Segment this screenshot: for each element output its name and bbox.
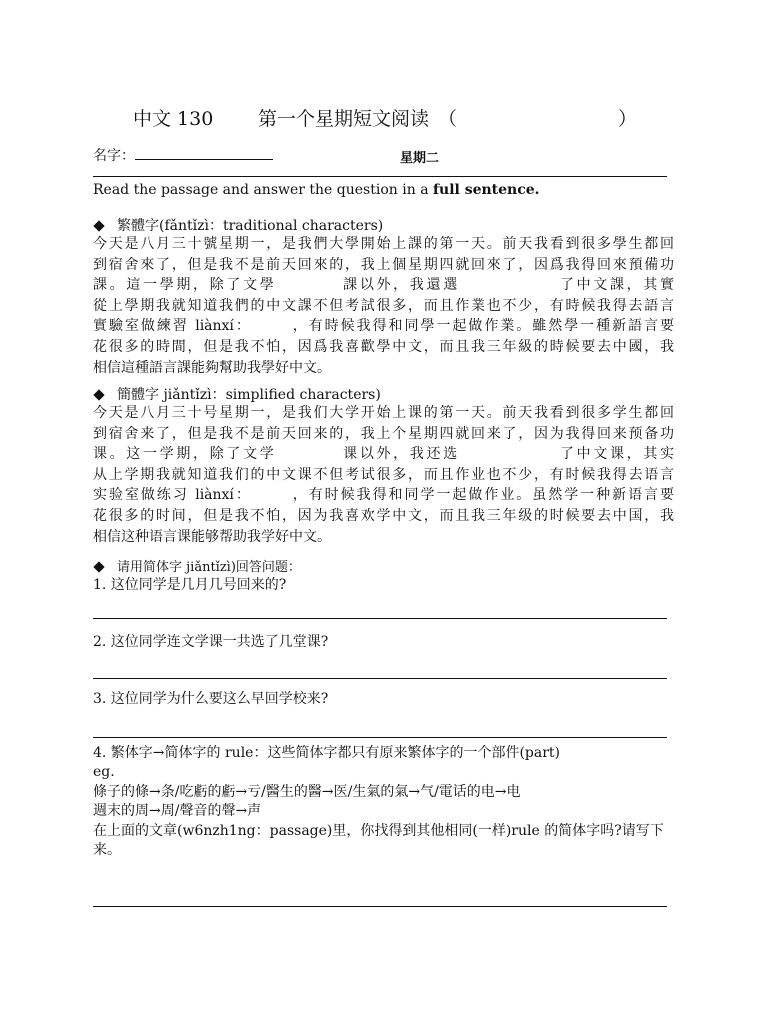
passage-line: 从上学期我就知道我们的中文课不但考试很多，而且作业也不少，有时候我得去语言	[93, 466, 674, 483]
passage-line: 實驗室做練習 liànxí： ，有時候我得和同學一起做作業。雖然學一種新語言要	[93, 318, 674, 335]
title-paren-close: ）	[618, 108, 638, 130]
passage-line: 花很多的时间，但是我不怕，因为我喜欢学中文，而且我三年级的时候要去中国，我	[93, 507, 674, 524]
passage-line: 实验室做练习 liànxí： ，有时候我得和同学一起做作业。虽然学一种新语言要	[93, 487, 674, 504]
passage-line: 课。这一学期，除了文学 课以外，我还选 了中文课，其实	[93, 446, 674, 463]
day-label: 星期二	[400, 151, 440, 166]
traditional-passage	[93, 234, 674, 378]
question-4	[93, 744, 674, 860]
traditional-heading-text: 繁體字(fǎntǐzì：traditional characters)	[117, 218, 384, 234]
answer-line-2[interactable]	[93, 678, 667, 679]
question-3: 3. 这位同学为什么要这么早回学校来?	[93, 691, 329, 707]
bullet-diamond-icon	[93, 220, 104, 231]
passage-line: 到宿舍来了，但是我不是前天回来的，我上个星期四就回来了，因为我得回来预备功	[93, 425, 674, 442]
passage-line: 課。這一學期，除了文學 課以外，我還選 了中文課，其實	[93, 277, 674, 294]
traditional-heading	[93, 215, 383, 235]
bullet-diamond-icon	[93, 561, 104, 572]
question-2: 2. 这位同学连文学课一共选了几堂课?	[93, 634, 329, 650]
q4-line: 4. 繁体字→简体字的 rule：这些简体字都只有原来繁体字的一个部件(part)	[93, 745, 561, 761]
header-divider	[93, 176, 667, 177]
bullet-diamond-icon	[93, 389, 104, 400]
course-code: 中文 130	[133, 108, 214, 130]
title-paren-open: （	[438, 108, 458, 130]
passage-line: 花很多的時間，但是我不怕，因爲我喜歡學中文，而且我三年級的時候要去中國，我	[93, 338, 674, 355]
simplified-heading	[93, 384, 381, 404]
instruction-bold: full sentence.	[433, 182, 540, 198]
instruction	[93, 182, 540, 198]
simplified-heading-text: 簡體字 jiǎntǐzì：simplified characters)	[117, 387, 381, 403]
q4-line: 来。	[93, 841, 121, 858]
answer-line-3[interactable]	[93, 737, 667, 738]
q4-line: eg.	[93, 764, 115, 781]
instruction-text: Read the passage and answer the question in a	[93, 182, 429, 198]
answer-line-4[interactable]	[93, 906, 667, 907]
simplified-passage	[93, 403, 674, 547]
answer-line-1[interactable]	[93, 618, 667, 619]
page-title: 第一个星期短文阅读	[258, 108, 430, 130]
passage-line: 相信这种语言课能够帮助我学好中文。	[93, 528, 331, 545]
passage-line: 到宿舍來了，但是我不是前天回來的，我上個星期四就回來了，因爲我得回來預備功	[93, 256, 674, 273]
q4-line: 在上面的文章(w6nzh1ng：passage)里，你找得到其他相同(一样)rule 的简体字吗?请写下	[93, 822, 664, 839]
questions-heading	[93, 556, 301, 575]
questions-heading-text: 请用简体字 jiǎntǐzì)回答问题：	[117, 560, 301, 575]
name-label-text: 名字：	[93, 148, 135, 164]
name-label	[93, 145, 273, 165]
q4-line: 條子的條→条/吃虧的虧→亏/醫生的醫→医/生氣的氣→气/電话的电→电	[93, 783, 521, 800]
passage-line: 今天是八月三十號星期一，是我們大學開始上課的第一天。前天我看到很多學生都回	[93, 236, 674, 252]
passage-line: 今天是八月三十号星期一，是我们大学开始上课的第一天。前天我看到很多学生都回	[93, 405, 674, 421]
q4-line: 週末的周→周/聲音的聲→声	[93, 803, 262, 820]
passage-line: 從上學期我就知道我們的中文課不但考試很多，而且作業也不少，有時候我得去語言	[93, 297, 674, 314]
question-1: 1. 这位同学是几月几号回来的?	[93, 577, 287, 593]
name-field[interactable]	[135, 147, 273, 160]
passage-line: 相信這種語言課能夠幫助我學好中文。	[93, 359, 331, 376]
